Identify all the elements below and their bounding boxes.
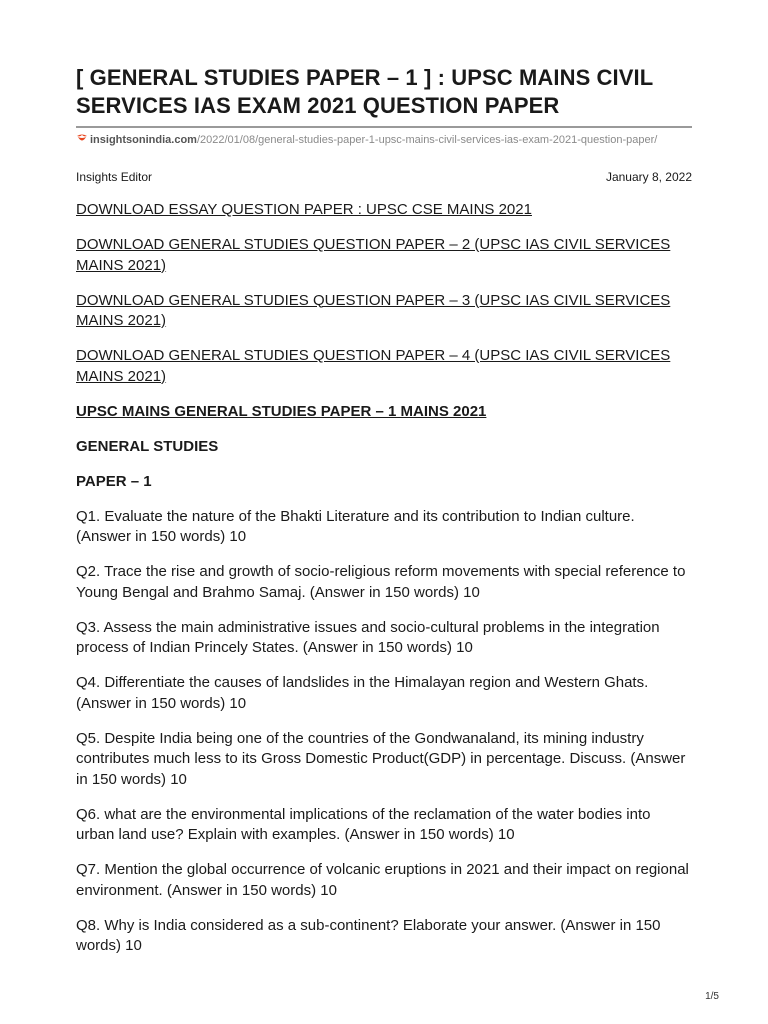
question-item: Q4. Differentiate the causes of landslides in the Himalayan region and Western Ghats. (Answer in 150 words) 10 (76, 674, 649, 712)
download-gs4-link[interactable]: DOWNLOAD GENERAL STUDIES QUESTION PAPER – 4 (UPSC IAS CIVIL SERVICES MAINS 2021) (76, 347, 671, 385)
question-item: Q5. Despite India being one of the countries of the Gondwanaland, its mining industry contributes much less to its Gross Domestic Product(GDP) in percentage. Discuss. (Answer in 150 words) 10 (76, 729, 686, 788)
download-gs3-link[interactable]: DOWNLOAD GENERAL STUDIES QUESTION PAPER – 3 (UPSC IAS CIVIL SERVICES MAINS 2021) (76, 291, 671, 329)
question-item: Q1. Evaluate the nature of the Bhakti Literature and its contribution to Indian culture. (Answer in 150 words) 10 (76, 507, 635, 545)
question-item: Q8. Why is India considered as a sub-continent? Elaborate your answer. (Answer in 150 words) 10 (76, 916, 661, 954)
page-number: 1/5 (705, 991, 719, 1002)
source-domain[interactable]: insightsonindia.com (90, 134, 197, 146)
question-item: Q7. Mention the global occurrence of volcanic eruptions in 2021 and their impact on regional environment. (Answer in 150 words) 10 (76, 861, 689, 899)
download-essay-link[interactable]: DOWNLOAD ESSAY QUESTION PAPER : UPSC CSE MAINS 2021 (76, 201, 532, 218)
article-body (76, 200, 692, 971)
question-item: Q2. Trace the rise and growth of socio-religious reform movements with special reference to Young Bengal and Brahmo Samaj. (Answer in 150 words) 10 (76, 563, 686, 601)
question-item: Q6. what are the environmental implications of the reclamation of the water bodies into urban land use? Explain with examples. (Answer in 150 words) 10 (76, 805, 651, 843)
insights-flame-logo-icon (76, 133, 88, 144)
page-title: [ GENERAL STUDIES PAPER – 1 ] : UPSC MAINS CIVIL SERVICES IAS EXAM 2021 QUESTION PAPER (76, 65, 653, 118)
question-item: Q3. Assess the main administrative issues and socio-cultural problems in the integration process of Indian Princely States. (Answer in 150 words) 10 (76, 618, 660, 656)
post-date: January 8, 2022 (605, 170, 692, 184)
paper-heading: UPSC MAINS GENERAL STUDIES PAPER – 1 MAINS 2021 (76, 402, 487, 420)
title-divider (76, 126, 692, 128)
paper-label: PAPER – 1 (76, 472, 152, 490)
general-studies-heading: GENERAL STUDIES (76, 437, 219, 455)
author-name: Insights Editor (76, 170, 153, 184)
source-path[interactable]: /2022/01/08/general-studies-paper-1-upsc-mains-civil-services-ias-exam-2021-question-paper/ (196, 134, 658, 146)
download-gs2-link[interactable]: DOWNLOAD GENERAL STUDIES QUESTION PAPER – 2 (UPSC IAS CIVIL SERVICES MAINS 2021) (76, 236, 671, 274)
source-url[interactable] (76, 133, 676, 147)
